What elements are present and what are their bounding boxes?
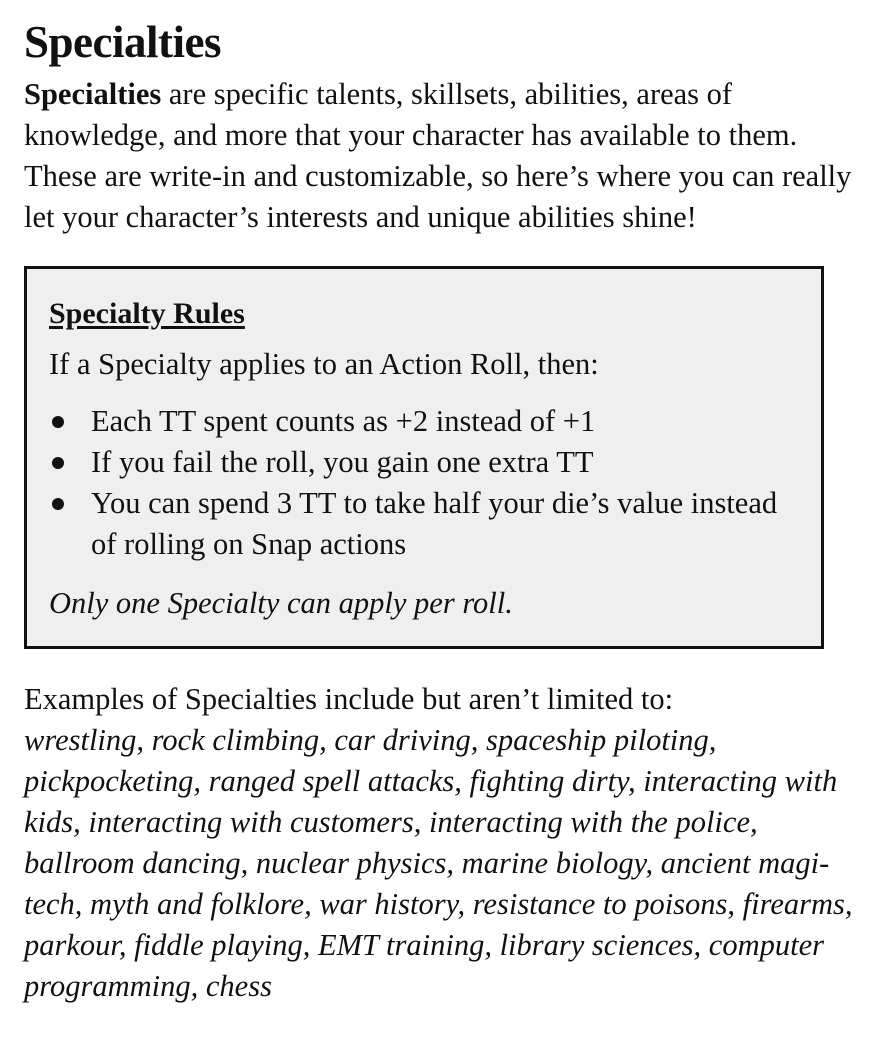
rules-box-note: Only one Specialty can apply per roll. bbox=[49, 586, 513, 620]
bullet-icon bbox=[52, 416, 64, 428]
intro-text: are specific talents, skillsets, abilities, areas of knowledge, and more that your character has available to them. These are write-in and customizable, so here’s where you can really let your character’s interests and unique abilities shine! bbox=[24, 77, 852, 234]
rules-list-item-text: Each TT spent counts as +2 instead of +1 bbox=[91, 404, 596, 438]
bullet-icon bbox=[52, 457, 64, 469]
document-page bbox=[24, 14, 854, 1007]
rules-list-item bbox=[49, 442, 799, 483]
rules-list-item bbox=[49, 483, 799, 565]
page-title: Specialties bbox=[24, 17, 221, 67]
rules-box-title: Specialty Rules bbox=[49, 297, 245, 330]
rules-list-item-text: You can spend 3 TT to take half your die’s value instead of rolling on Snap actions bbox=[91, 486, 778, 561]
examples-list: wrestling, rock climbing, car driving, spaceship piloting, pickpocketing, ranged spell attacks, fighting dirty, interacting with kids, interacting with customers, interacting with the police, ballroom dancing, nuclear physics, marine biology, ancient magi-tech, myth and folklore, war history, resistance to poisons, firearms, parkour, fiddle playing, EMT training, library sciences, computer programming, chess bbox=[24, 723, 853, 1003]
specialty-rules-box bbox=[24, 266, 824, 649]
examples-lead: Examples of Specialties include but aren’t limited to: bbox=[24, 682, 674, 716]
bullet-icon bbox=[52, 498, 64, 510]
rules-list-item-text: If you fail the roll, you gain one extra TT bbox=[91, 445, 594, 479]
intro-bold-term: Specialties bbox=[24, 77, 162, 111]
rules-list bbox=[49, 401, 799, 565]
rules-list-item bbox=[49, 401, 799, 442]
intro-paragraph bbox=[24, 74, 854, 238]
rules-box-lead: If a Specialty applies to an Action Roll, then: bbox=[49, 347, 599, 381]
